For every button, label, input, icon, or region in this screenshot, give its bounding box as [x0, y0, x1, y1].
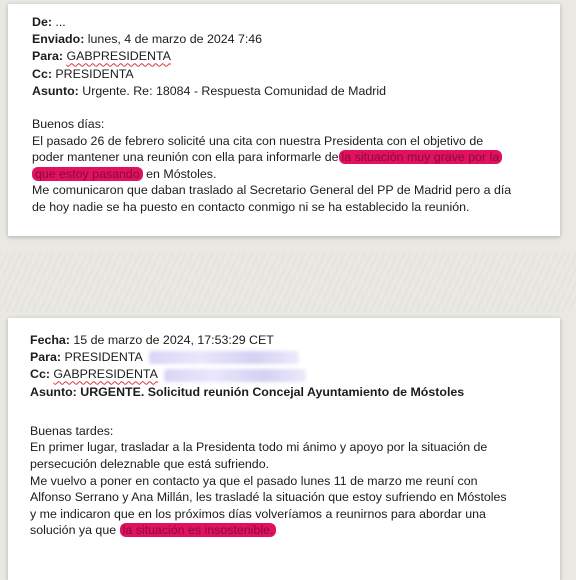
body-line: El pasado 26 de febrero solicité una cita con nuestra Presidenta con el objetivo de: [32, 133, 484, 148]
greeting: Buenas tardes:: [30, 423, 114, 438]
email-printout-1: [8, 4, 560, 236]
highlight-mark: la situación muy grave por la: [339, 150, 503, 164]
body-line: Me comunicaron que daban traslado al Secretario General del PP de Madrid pero a día: [32, 183, 512, 198]
highlight-mark: la situación es insostenible.: [120, 523, 277, 537]
redacted-address: [164, 369, 306, 382]
body-line: Me vuelvo a poner en contacto ya que el pasado lunes 11 de marzo me reuní con: [30, 473, 478, 488]
body-line: poder mantener una reunión con ella para informarle de la situación muy grave por la: [32, 149, 546, 166]
redacted-address: [149, 351, 299, 364]
header-cc: Cc: GABPRESIDENTA: [30, 366, 546, 383]
body-line: Alfonso Serrano y Ana Millán, les trasladé la situación que estoy sufriendo en Móstoles: [30, 490, 507, 505]
header-to: Para: GABPRESIDENTA: [32, 49, 171, 64]
header-subject: Asunto: Urgente. Re: 18084 - Respuesta Comunidad de Madrid: [32, 83, 387, 98]
body-line: solución ya que la situación es insostenible.: [30, 522, 546, 539]
body-line: y me indicaron que en los próximos días volveríamos a reunirnos para abordar una: [30, 506, 486, 521]
header-subject: Asunto: URGENTE. Solicitud reunión Concejal Ayuntamiento de Móstoles: [30, 384, 465, 399]
header-to: Para: PRESIDENTA: [30, 349, 546, 366]
body-line: que estoy pasando en Móstoles.: [32, 166, 546, 183]
body-line: En primer lugar, trasladar a la Presidenta todo mi ánimo y apoyo por la situación de: [30, 440, 488, 455]
header-cc: Cc: PRESIDENTA: [32, 66, 134, 81]
header-from: De: ...: [32, 15, 66, 29]
body-line: de hoy nadie se ha puesto en contacto conmigo ni se ha establecido la reunión.: [32, 199, 470, 214]
email-body-2: [30, 423, 546, 539]
header-date: Fecha: 15 de marzo de 2024, 17:53:29 CET: [30, 333, 274, 347]
body-line: persecución deleznable que está sufriendo.: [30, 457, 270, 471]
header-sent: Enviado: lunes, 4 de marzo de 2024 7:46: [32, 32, 263, 47]
email-printout-2: [8, 318, 560, 580]
highlight-mark: que estoy pasando: [32, 167, 143, 181]
email-body-1: [32, 116, 546, 216]
background-texture: [0, 252, 576, 312]
greeting: Buenos días:: [32, 117, 105, 132]
